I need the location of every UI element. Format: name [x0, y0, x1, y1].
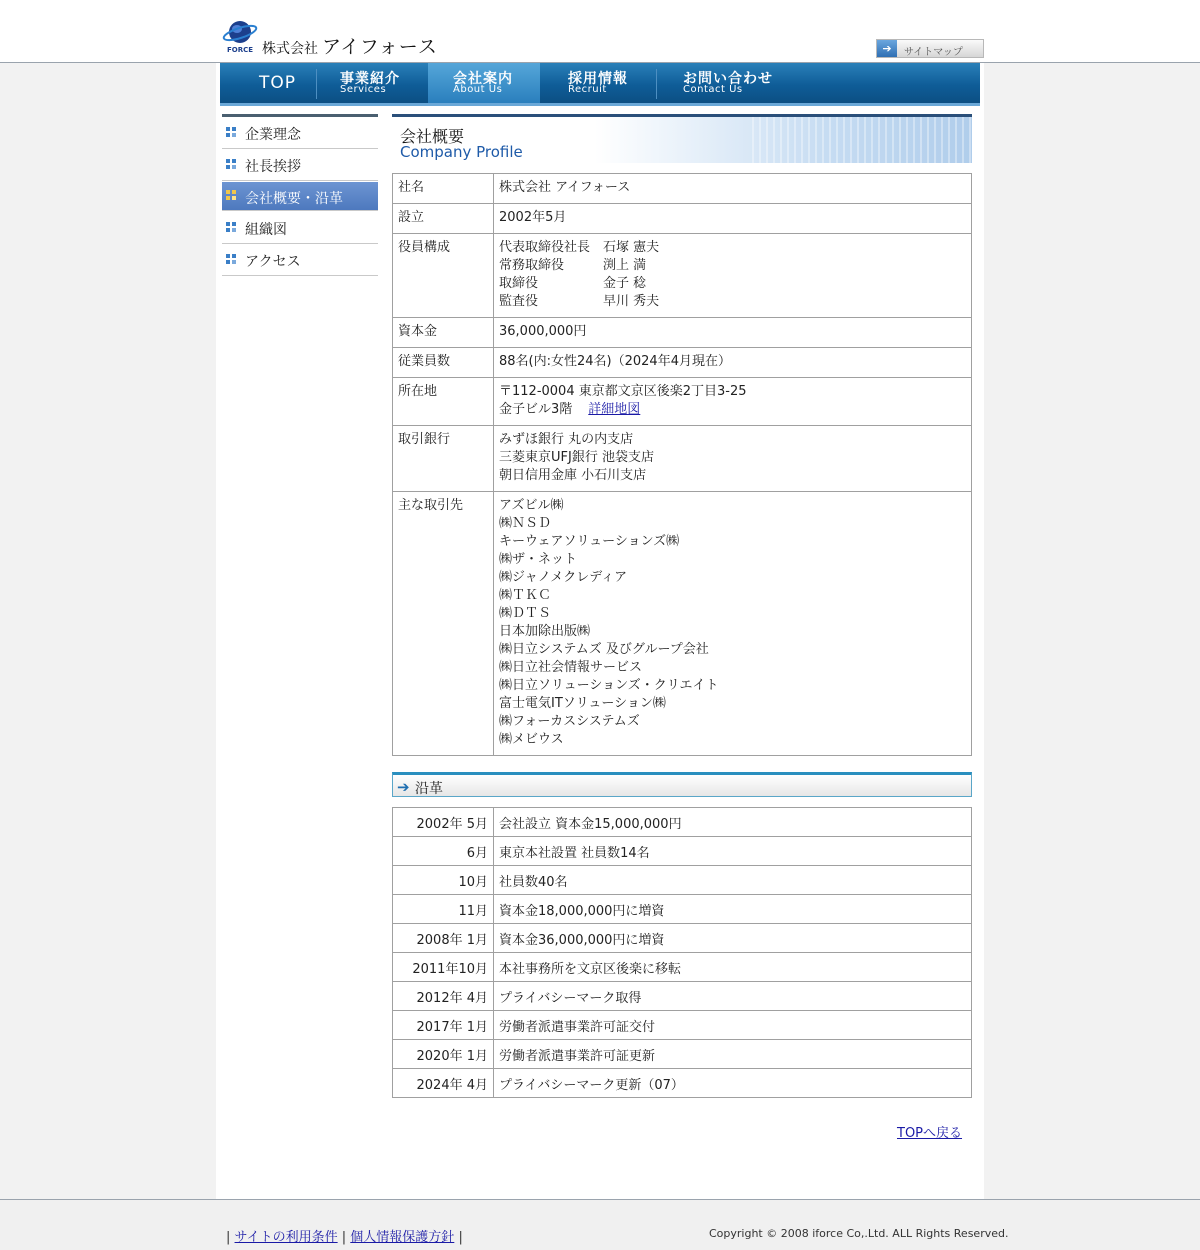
client-item: ㈱日立社会情報サービス	[499, 660, 643, 675]
history-heading	[392, 772, 972, 797]
history-date: 2020年 1月	[393, 1040, 494, 1069]
logo-text: FORCE	[226, 46, 254, 54]
sidebar-item-profile[interactable]	[222, 182, 378, 211]
officer-name: 石塚 憲夫	[603, 240, 660, 255]
row-key: 主な取引先	[393, 492, 494, 756]
grid-squares-icon	[226, 127, 237, 138]
table-row	[393, 924, 972, 953]
table-row	[393, 318, 972, 348]
row-value: 36,000,000円	[494, 318, 972, 348]
nav-about[interactable]	[428, 63, 540, 103]
sidebar-item-label: 社長挨拶	[245, 159, 301, 175]
table-row	[393, 953, 972, 982]
table-row	[393, 837, 972, 866]
client-item: ㈱日立システムズ 及びグループ会社	[499, 642, 709, 657]
history-event: 資本金18,000,000円に増資	[494, 895, 972, 924]
table-row	[393, 234, 972, 318]
row-key: 役員構成	[393, 234, 494, 318]
officer-name: 早川 秀夫	[603, 294, 660, 309]
officer-role: 取締役	[499, 276, 539, 291]
row-value	[494, 234, 972, 318]
bank-item: 朝日信用金庫 小石川支店	[499, 468, 647, 483]
history-date: 11月	[393, 895, 494, 924]
client-item: 富士電気ITソリューション㈱	[499, 696, 666, 711]
nav-recruit[interactable]	[556, 63, 652, 103]
history-event: 本社事務所を文京区後楽に移転	[494, 953, 972, 982]
map-link[interactable]: 詳細地図	[588, 402, 641, 417]
table-row	[393, 492, 972, 756]
nav-contact-sub: Contact Us	[683, 84, 743, 95]
history-event: 社員数40名	[494, 866, 972, 895]
table-row	[393, 895, 972, 924]
company-prefix: 株式会社	[262, 41, 318, 57]
officer-entry	[499, 275, 966, 293]
history-event: 労働者派遣事業許可証交付	[494, 1011, 972, 1040]
address-building: 金子ビル3階	[499, 402, 573, 417]
row-value	[494, 492, 972, 756]
officer-name: 金子 稔	[603, 276, 647, 291]
history-date: 2002年 5月	[393, 808, 494, 837]
sidebar-item-organization[interactable]	[222, 212, 378, 244]
row-key: 社名	[393, 174, 494, 204]
table-row	[393, 1011, 972, 1040]
client-item: ㈱ジャノメクレディア	[499, 570, 628, 585]
row-key: 設立	[393, 204, 494, 234]
footer-separator: |	[341, 1230, 347, 1245]
history-date: 2024年 4月	[393, 1069, 494, 1098]
history-date: 6月	[393, 837, 494, 866]
table-row	[393, 204, 972, 234]
nav-top[interactable]	[220, 63, 316, 103]
nav-services[interactable]	[328, 63, 424, 103]
row-value: 2002年5月	[494, 204, 972, 234]
history-title: 沿革	[415, 781, 443, 797]
row-key: 資本金	[393, 318, 494, 348]
client-item: ㈱ＤＴＳ	[499, 606, 552, 621]
nav-divider	[316, 69, 317, 99]
sidebar-item-label: 会社概要・沿革	[245, 191, 343, 207]
client-item: ㈱ＴＫＣ	[499, 588, 552, 603]
history-event: 労働者派遣事業許可証更新	[494, 1040, 972, 1069]
table-row	[393, 982, 972, 1011]
sitemap-button[interactable]	[876, 39, 984, 58]
officer-entry	[499, 257, 966, 275]
officer-role: 常務取締役	[499, 258, 565, 273]
nav-contact-label: お問い合わせ	[683, 71, 773, 87]
site-header	[0, 0, 1200, 63]
officer-name: 渕上 満	[603, 258, 647, 273]
company-name[interactable]	[262, 32, 438, 59]
table-row	[393, 174, 972, 204]
row-value: 88名(内:女性24名)（2024年4月現在）	[494, 348, 972, 378]
sidebar-item-label: 組織図	[245, 222, 287, 238]
client-item: キーウェアソリューションズ㈱	[499, 534, 680, 549]
footer-separator: |	[226, 1230, 231, 1245]
arrow-right-icon: ➔	[877, 40, 897, 57]
client-item: ㈱フォーカスシステムズ	[499, 714, 640, 729]
table-row	[393, 378, 972, 426]
history-date: 2012年 4月	[393, 982, 494, 1011]
header-decoration	[752, 117, 972, 163]
row-value	[494, 426, 972, 492]
sidebar-item-access[interactable]	[222, 244, 378, 276]
nav-about-label: 会社案内	[453, 71, 513, 87]
history-date: 2011年10月	[393, 953, 494, 982]
nav-about-sub: About Us	[453, 84, 503, 95]
privacy-policy-link[interactable]: 個人情報保護方針	[350, 1230, 455, 1245]
page-title-jp: 会社概要	[400, 127, 465, 146]
client-item: ㈱ＮＳＤ	[499, 516, 552, 531]
officer-role: 監査役	[499, 294, 539, 309]
copyright: Copyright © 2008 iforce Co,.Ltd. ALL Rights Reserved.	[709, 1227, 1009, 1240]
address-line	[499, 401, 966, 419]
history-date: 2008年 1月	[393, 924, 494, 953]
global-nav	[220, 63, 980, 106]
nav-recruit-label: 採用情報	[568, 71, 628, 87]
sidebar	[222, 114, 378, 276]
history-event: プライバシーマーク更新（07）	[494, 1069, 972, 1098]
history-event: 資本金36,000,000円に増資	[494, 924, 972, 953]
site-footer	[0, 1199, 1200, 1250]
table-row	[393, 348, 972, 378]
grid-squares-icon	[226, 190, 237, 201]
history-table	[392, 807, 972, 1098]
sidebar-item-greeting[interactable]	[222, 149, 378, 181]
nav-top-label: TOP	[259, 73, 297, 93]
table-row	[393, 1069, 972, 1098]
arrow-right-icon: ➔	[397, 778, 410, 796]
client-item: アズビル㈱	[499, 498, 564, 513]
terms-link[interactable]: サイトの利用条件	[234, 1230, 338, 1245]
nav-contact[interactable]	[671, 63, 791, 103]
bank-item: みずほ銀行 丸の内支店	[499, 432, 634, 447]
row-key: 所在地	[393, 378, 494, 426]
nav-services-label: 事業紹介	[340, 71, 400, 87]
footer-links	[226, 1226, 463, 1245]
history-event: 東京本社設置 社員数14名	[494, 837, 972, 866]
row-key: 従業員数	[393, 348, 494, 378]
history-date: 10月	[393, 866, 494, 895]
footer-separator: |	[458, 1230, 463, 1245]
row-value: 株式会社 アイフォース	[494, 174, 972, 204]
company-name-main: アイフォース	[322, 36, 438, 58]
page-title	[392, 114, 972, 163]
sidebar-item-label: 企業理念	[245, 127, 301, 143]
nav-recruit-sub: Recruit	[568, 84, 607, 95]
back-to-top-link[interactable]: TOPへ戻る	[897, 1126, 963, 1141]
client-item: ㈱ザ・ネット	[499, 552, 578, 567]
table-row	[393, 808, 972, 837]
officer-entry	[499, 239, 966, 257]
sidebar-item-philosophy[interactable]	[222, 117, 378, 149]
client-item: ㈱日立ソリューションズ・クリエイト	[499, 678, 719, 693]
address-line: 〒112-0004 東京都文京区後楽2丁目3-25	[499, 384, 747, 399]
company-profile-table	[392, 173, 972, 756]
row-key: 取引銀行	[393, 426, 494, 492]
history-event: プライバシーマーク取得	[494, 982, 972, 1011]
nav-divider	[656, 69, 657, 99]
client-item: ㈱メビウス	[499, 732, 564, 747]
officer-entry	[499, 293, 966, 311]
history-date: 2017年 1月	[393, 1011, 494, 1040]
grid-squares-icon	[226, 159, 237, 170]
sidebar-item-label: アクセス	[245, 254, 301, 270]
table-row	[393, 426, 972, 492]
grid-squares-icon	[226, 222, 237, 233]
page-title-en: Company Profile	[400, 143, 523, 161]
grid-squares-icon	[226, 254, 237, 265]
bank-item: 三菱東京UFJ銀行 池袋支店	[499, 450, 654, 465]
row-value	[494, 378, 972, 426]
company-logo[interactable]	[222, 18, 258, 56]
history-event: 会社設立 資本金15,000,000円	[494, 808, 972, 837]
table-row	[393, 866, 972, 895]
officer-role: 代表取締役社長	[499, 240, 591, 255]
client-item: 日本加除出版㈱	[499, 624, 591, 639]
nav-services-sub: Services	[340, 84, 387, 95]
sitemap-label: サイトマップ	[904, 47, 963, 58]
table-row	[393, 1040, 972, 1069]
